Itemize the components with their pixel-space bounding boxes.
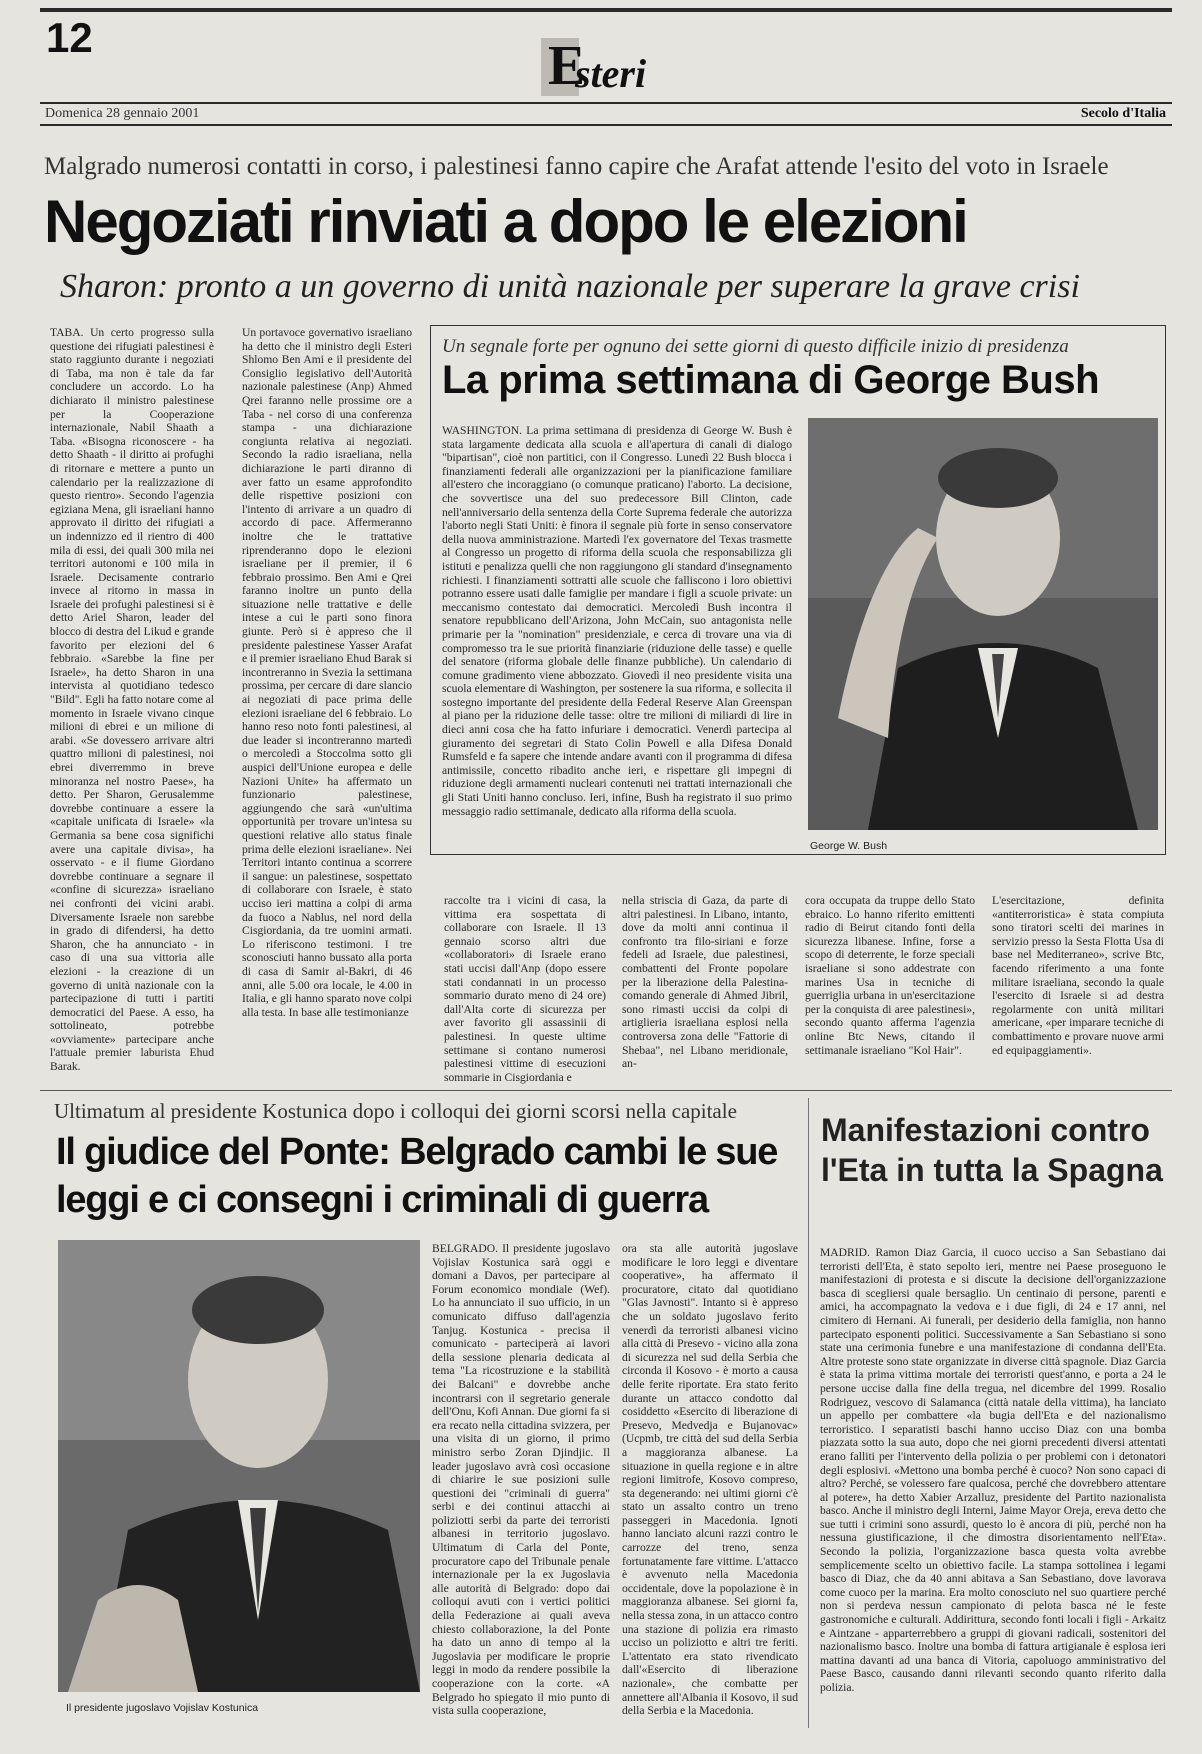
lead-subhead: Sharon: pronto a un governo di unità nazionale per superare la grave crisi — [60, 268, 1080, 305]
story-divider — [40, 1090, 1172, 1091]
eta-text: MADRID. Ramon Diaz Garcia, il cuoco ucciso a San Sebastiano dai terroristi dell'Eta, è stato sepolto ieri, mentre nei Paese proseguono le manifestazioni di protesta e si discute la decisione dell'organizzazione basca di scegliersi quale bersaglio. Un centinaio di persone, parenti e amici, ha accompagnato la vedova e i due figli, di 24 e 17 anni, nel cimitero di Hernani. Ai funerali, per desiderio della famiglia, non hanno partecipato esponenti politici. Successivamente a San Sebastiano si sono state una cerimonia funebre e una manifestazione di condanna dell'Eta. Altre proteste sono state organizzate in diverse città spagnole. Diaz Garcia è stata la prima vittima mortale dei terroristi quest'anno, e porta a 24 le persone uccise dalla fine della tregua, nel dicembre del 1999. Rosalio Rodriguez, vescovo di Salamanca (città natale della vittima), ha lanciato un appello per combattere «la bugia dell'Eta e del nazionalismo terroristico. I separatisti baschi hanno ucciso Diaz con una bomba piazzata sotto la sua auto, dopo che nei giorni precedenti diversi attentati erano falliti per l'intervento della polizia o per problemi con i detonatori degli esplosivi. «Mettono una bomba perché è cuoco? Non sono capaci di altro? Perché, se volessero fare qualcosa, perché che dovrebbero attentare al potere», ha detto Xabier Arzalluz, presidente del Partito nazionalista basco. Anche il ministro degli Interni, Jaime Mayor Oreja, ereva detto che sue tutti i crimini sono assurdi, questo lo è ancora di più, perché non ha nessuna giustificazione, il che dimostra disorientamento nell'Eta». Secondo la polizia, l'organizzazione basca questa volta avrebbe semplicemente scelto un obiettivo facile. La stampa sottolinea i legami basco di Diaz, che da 40 anni abitava a San Sebastiano, dove lavorava come cuoco per la marina. Era molto conosciuto nel suo quartiere perché non si perdeva nessun campionato di pelota basca né le feste gastronomiche e culturali. Addirittura, secondo fonti locali i figli - Arkaitz e Aintzane - apparterrebbero a gruppi di giovani radicali, sostenitori del nazionalismo basco. Inoltre una bomba di fattura artigianale è esplosa ieri mattina davanti ad una banca di Vitoria, capoluogo amministrativo del Paese Basco, causando danni rilevanti secondo quanto riferito dalla polizia. — [820, 1246, 1166, 1694]
newspaper-name: Secolo d'Italia — [1080, 106, 1166, 121]
del-ponte-column-2: ora sta alle autorità jugoslave modificare le loro leggi e diventare cooperative», ha affermato il procuratore, citato dal quotidiano "Glas Javnosti". Intanto si è appreso che un soldato jugoslavo ferito venerdì da terroristi albanesi vicino alla città di Presevo - vicino alla zona di sicurezza nel sud della Serbia che circonda il Kosovo - è morto a causa delle ferite riportate. Era stato ferito durante un attacco condotto dal cosiddetto «Esercito di liberazione di Presevo, Medvedja e Bujanovac» (Ucpmb, tre città del sud della Serbia a maggioranza albanese. La situazione in quella regione e in altre regioni limitrofe, Kosovo compreso, sta degenerando: nei ultimi giorni c'è stato un assalto contro un treno passeggeri in Macedonia. Ignoti hanno lanciato alcuni razzi contro le carrozze del treno, senza fortunatamente fare vittime. L'attacco è avvenuto nella Macedonia occidentale, dove la popolazione è in maggioranza albanese. Sei giorni fa, nella stessa zona, in un attacco contro una stazione di polizia era rimasto ucciso un poliziotto e altri tre feriti. L'attentato era stato rivendicato dall'«Esercito di liberazione nazionale», che combatte per annettere all'Albania il Kosovo, il sud della Serbia e la Macedonia. — [622, 1242, 798, 1718]
lead-column-2: Un portavoce governativo israeliano ha detto che il ministro degli Esteri Shlomo Ben Ami e il presidente del Consiglio legislativo dell'Autorità nazionale palestinese (Anp) Ahmed Qrei faranno nelle prossime ore a Taba - nel corso di una conferenza stampa - una dichiarazione congiunta relativa ai negoziati. Secondo la radio israeliana, nella dichiarazione le parti diranno di aver fatto un esame approfondito delle rispettive posizioni con l'intento di arrivare a un quadro di accordo di pace. Affermeranno inoltre che le trattative riprenderanno dopo le elezioni israeliane per il premier, il 6 febbraio prossimo. Ben Ami e Qrei faranno inoltre un punto della situazione nelle trattative e delle intese a cui le parti sono finora giunte. Però si è appreso che il presidente palestinese Yasser Arafat e il premier israeliano Ehud Barak si incontreranno in Svezia la settimana prossima, per cercare di dare slancio ai negoziati di pace prima delle elezioni israeliane del 6 febbraio. Lo hanno reso noto fonti palestinesi, al due leader si incontreranno martedì o mercoledì a Stoccolma sotto gli auspici dell'Unione europea e delle Nazioni Unite» ha affermato un funzionario palestinese, aggiungendo che sarà «un'ultima opportunità per trovare un'intesa su questioni relative allo status finale prima delle elezioni israeliane». Nei Territori intanto continua a scorrere il sangue: un palestinese, sospettato di collaborare con Israele, è stato ucciso ieri mattina a colpi di arma da fuoco a Nablus, nel nord della Cisgiordania, da tre uomini armati. Lo riferiscono testimoni. I tre sconosciuti hanno bussato alla porta di casa di Samir al-Bakri, di 46 anni, alle 5.00 ora locale, le 4.00 in Italia, e gli hanno sparato nove colpi alla testa. In base alle testimonianze — [242, 326, 412, 1019]
george-bush-photo — [808, 418, 1158, 830]
section-title: E — [548, 35, 586, 97]
bush-photo-caption: George W. Bush — [810, 840, 888, 852]
column-divider — [808, 1098, 809, 1728]
lead-continuation-1: raccolte tra i vicini di casa, la vittima era sospettata di collaborare con Israele. Il 13 gennaio scorso altri due «collaboratori» di Israele erano stati uccisi dall'Anp (dopo essere stati condannati in un processo sommario durato meno di 24 ore) dall'Alta corte di sicurezza per aver favorito gli assassinii di palestinesi. In queste ultime settimane si contano numerosi palestinesi vittime di esecuzioni sommarie in Cisgiordania e — [444, 894, 606, 1084]
portrait-placeholder-icon — [58, 1240, 420, 1692]
bush-box-kicker: Un segnale forte per ognuno dei sette giorni di questo difficile inizio di presidenza — [442, 336, 1069, 357]
top-rule — [40, 8, 1172, 12]
kostunica-photo-caption: Il presidente jugoslavo Vojislav Kostunica — [66, 1702, 259, 1714]
lead-continuation-2: nella striscia di Gaza, da parte di altri palestinesi. In Libano, intanto, dove da molti anni continua il confronto tra filo-siriani e forze fedeli ad Israele, due palestinesi, combattenti del Fronte popolare per la liberazione della Palestina-comando generale di Ahmed Jibril, sono rimasti uccisi da colpi di artiglieria israeliana esplosi nella controversa zona delle "Fattorie di Shebaa", nel Libano meridionale, an- — [622, 894, 788, 1071]
issue-date: Domenica 28 gennaio 2001 — [45, 106, 200, 121]
bush-box-text: WASHINGTON. La prima settimana di presidenza di George W. Bush è stata largamente dedicata alla scuola e all'apertura di canali di dialogo "bipartisan", cioè non partitici, con il Congresso. Lunedì 22 Bush blocca i finanziamenti federali alle organizzazioni per la pianificazione familiare all'estero che incoraggiano (o comunque praticano) l'aborto. La decisione, che sovvertisce una del suo predecessore Bill Clinton, cade nell'anniversario della sentenza della Corte Suprema federale che autorizza l'aborto negli Stati Uniti: è finora il segnale più forte in senso conservatore della nuova amministrazione. Martedì l'ex governatore del Texas trasmette al Congresso un progetto di riforma della scuola che responsabilizza gli istituti e penalizza quelli che non raggiungono gli standard d'insegnamento richiesti. I finanziamenti sottratti alle scuole che falliscono i loro obiettivi potranno essere usati dalle famiglie per mandare i figli a scuole private: un meccanismo contestato dai democratici. Mercoledì Bush incontra il senatore repubblicano dell'Arizona, John McCain, suo antagonista nelle primarie per la "nomination" presidenziale, e cerca di trovare una via di compromesso tra le sue priorità finanziarie (riduzione delle tasse) e quelle del senatore (riforma globale delle finanze pubbliche). Un calendario di comune gradimento viene abbozzato. Giovedì il neo presidente visita una scuola elementare di Washington, per sostenere la sua riforma, e sollecita il sostegno importante del presidente della Federal Reserve Alan Greenspan al piano per la riduzione delle tasse: oltre tre milioni di miliardi di lire in dieci anni cosa che ha fatto infuriare i democratici. Venerdì partecipa al giuramento dei segretari di Stato Colin Powell e alla Difesa Donald Rumsfeld e fa sapere che intende andare avanti con il programma di difesa antimissile, concetto ribadito anche ieri, e rispettare gli impegni di riduzione degli armamenti nucleari contenuti nei trattati internazionali che gli Stati Uniti hanno concluso. Ieri, infine, Bush ha registrato il suo primo messaggio radio settimanale, dedicato alla riforma della scuola. — [442, 424, 792, 818]
lead-headline: Negoziati rinviati a dopo le elezioni — [44, 188, 967, 255]
eta-headline: Manifestazioni contro l'Eta in tutta la Spagna — [821, 1112, 1163, 1188]
header-rule-lower — [40, 124, 1172, 126]
lead-kicker: Malgrado numerosi contatti in corso, i palestinesi fanno capire che Arafat attende l'esito del voto in Israele — [44, 153, 1109, 180]
section-title-rest: steri — [575, 51, 647, 96]
kostunica-photo — [58, 1240, 420, 1692]
del-ponte-column-1: BELGRADO. Il presidente jugoslavo Vojislav Kostunica sarà oggi e domani a Davos, per partecipare al Forum economico mondiale (Wef). Lo ha annunciato il suo ufficio, in un comunicato diffuso dall'agenzia Tanjug. Kostunica - precisa il comunicato - parteciperà ai lavori della sessione plenaria dedicata al tema "La ricostruzione e la stabilità dei Balcani" e dovrebbe anche incontrarsi con il segretario generale dell'Onu, Kofi Annan. Due giorni fa si era recato nella cittadina svizzera, per una visita di un giorno, il primo ministro serbo Zoran Djindjic. Il leader jugoslavo avrà così occasione di chiarire le sue posizioni sulle questioni dei "criminali di guerra" serbi e dei continui attacchi ai poliziotti serbi da parte dei terroristi albanesi in territorio jugoslavo. Ultimatum di Carla del Ponte, procuratore capo del Tribunale penale internazionale per la ex Jugoslavia alle autorità di Belgrado: dopo dai colloqui avuti con i vertici politici della Federazione ai quali aveva chiesto collaborazione, la del Ponte ha dato un anno di tempo al la Jugoslavia per modificare le proprie leggi in modo da rendere possibile la cooperazione con la corte. «A Belgrado ho spiegato il mio punto di vista sulla cooperazione, — [432, 1242, 610, 1718]
header-rule — [40, 102, 1172, 104]
del-ponte-kicker: Ultimatum al presidente Kostunica dopo i colloqui dei giorni scorsi nella capitale — [54, 1099, 737, 1123]
bush-box-headline: La prima settimana di George Bush — [442, 358, 1099, 402]
lead-continuation-4: L'esercitazione, definita «antiterroristica» è stata compiuta sono tiratori scelti dei marines in servizio presso la Sesta Flotta Usa di base nel Mediterraneo», scrive Btc, facendo riferimento a una fonte militare israeliana, secondo la quale l'esercito di Israele si ad destra regolarmente con unità militari americane, «per imparare tecniche di combattimento e provare nuove armi ed equipaggiamenti». — [992, 894, 1164, 1057]
del-ponte-headline: Il giudice del Ponte: Belgrado cambi le sue leggi e ci consegni i criminali di guerra — [56, 1131, 778, 1221]
portrait-placeholder-icon — [808, 418, 1158, 830]
page-number: 12 — [46, 14, 93, 61]
lead-continuation-3: cora occupata da truppe dello Stato ebraico. Lo hanno riferito emittenti radio di Beirut citando fonti della sicurezza libanese. Infine, forse a scopo di deterrente, le forze speciali israeliane si sono addestrate con marines Usa in tecniche di guerriglia urbana in un'esercitazione per la conquista di aree palestinesi», secondo quanto afferma l'agenzia online Btc News, citando il settimanale israeliano "Kol Hair". — [805, 894, 975, 1057]
lead-column-1: TABA. Un certo progresso sulla questione dei rifugiati palestinesi è stato raggiunto durante i negoziati di Taba, ma non è tale da far concludere un accordo. Lo ha dichiarato il ministro palestinese per la Cooperazione internazionale, Nabil Shaath a Taba. «Bisogna riconoscere - ha detto Shaath - il diritto ai profughi di ritornare e mettere a punto un calendario per la realizzazione di questo rientro». Secondo l'agenzia egiziana Mena, gli israeliani hanno approvato il diritto dei rifugiati a un indennizzo ed il rientro di 400 mila di essi, dei quali 300 mila nei territori autonomi e 100 mila in Israele. Decisamente contrario invece al ritorno in massa in Israele dei profughi palestinesi si è detto Ariel Sharon, leader del blocco di destra del Likud e grande favorito per elezioni del 6 febbraio. «Sarebbe la fine per Israele», ha detto Sharon in una intervista al quotidiano tedesco "Bild". Egli ha fatto notare come al momento in Israele vivano cinque milioni di ebrei e un milione di arabi. «Se dovessero arrivare altri quattro milioni di palestinesi, noi ebrei diverremmo in breve minoranza nel nostro Paese», ha detto. Per Sharon, Gerusalemme dovrebbe continuare a essere la «capitale unificata di Israele» «la Germania sa bene cosa significhi avere una capitale divisa», ha osservato - e il fiume Giordano dovrebbe continuare a segnare il «confine di sicurezza» israeliano nei confronti dei vicini arabi. Diversamente Israele non sarebbe in grado di difendersi, ha detto Sharon, che ha annunciato - in caso di una sua vittoria alle elezioni - la creazione di un governo di unità nazionale con la partecipazione di tutti i partiti democratici del Paese. A esso, ha sottolineato, potrebbe «ovviamente» partecipare anche l'attuale premier laburista Ehud Barak. — [50, 326, 214, 1074]
